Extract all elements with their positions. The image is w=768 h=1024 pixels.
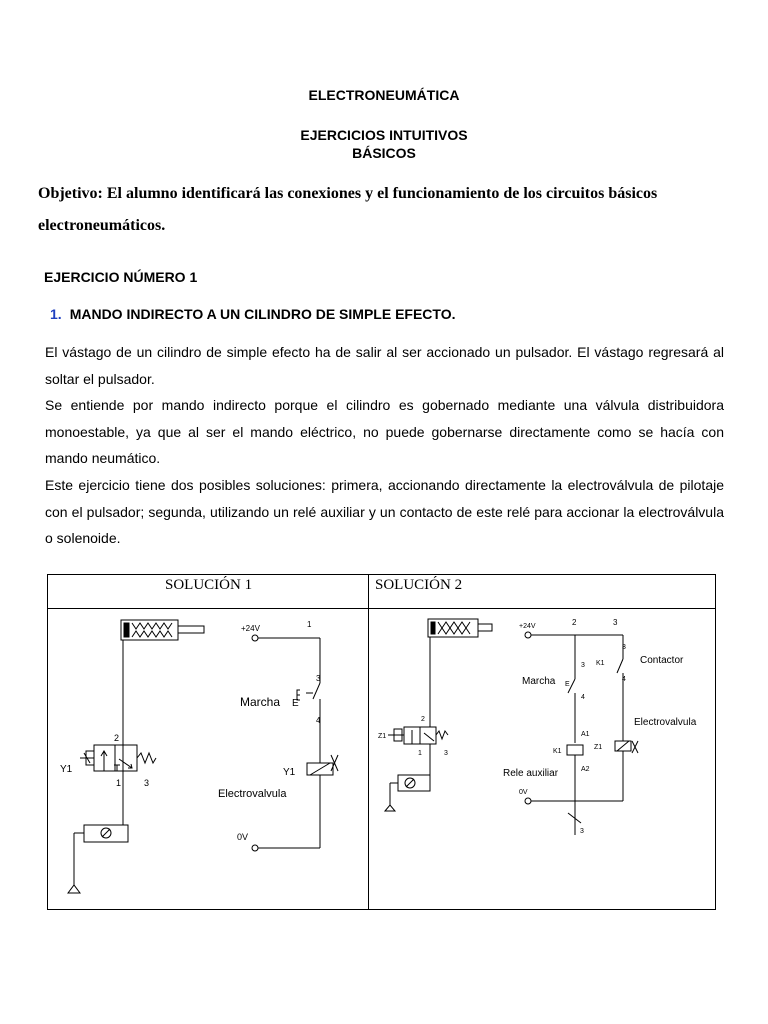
valve-name: Electrovalvula (634, 717, 697, 728)
node-2-label: 2 (572, 618, 577, 627)
single-acting-cylinder-2 (428, 619, 492, 637)
paragraph-1: El vástago de un cilindro de simple efecto ha de salir al ser accionado un pulsador. El vástago regresará al soltar el pulsador. (45, 344, 724, 387)
paragraph-3: Este ejercicio tiene dos posibles soluciones: primera, accionando directamente la electroválvula de pilotaje con el pulsador; segunda, utilizando un relé auxiliar y un contacto de este relé para accionar la electroválvula o solenoide. (45, 476, 724, 547)
button-label: Marcha (240, 695, 281, 709)
k1-out-label: 4 (622, 676, 626, 683)
marcha-in-label: 3 (581, 662, 585, 669)
air-service-unit-2 (385, 775, 430, 811)
document-subtitle (0, 126, 768, 162)
solutions-table (47, 574, 716, 910)
coil-name: Electrovalvula (218, 788, 287, 800)
a2-label: A2 (581, 766, 590, 773)
port-1-label: 1 (116, 778, 122, 788)
document-title: ELECTRONEUMÁTICA (308, 87, 460, 103)
section-title: MANDO INDIRECTO A UN CILINDRO DE SIMPLE EFECTO. (69, 306, 456, 322)
objective-text: Objetivo: El alumno identificará las conexiones y el funcionamiento de los circuitos básicos electroneumáticos. (38, 185, 658, 234)
ground-label-b: 0V (519, 789, 528, 796)
a1-label: A1 (581, 731, 590, 738)
valve-coil-label: Z1 (594, 744, 603, 751)
solenoid-label: Y1 (60, 764, 73, 775)
supply-label-b: +24V (519, 623, 536, 630)
solution-2-diagram (48, 575, 717, 909)
port-3-label-b: 3 (444, 750, 448, 757)
wire-1-label: 1 (307, 620, 312, 629)
supply-label: +24V (241, 624, 260, 633)
solenoid-valve-3-2-b (388, 720, 448, 775)
subtitle-line-2: BÁSICOS (352, 145, 416, 161)
contact-out-label: 4 (316, 716, 321, 725)
marcha-symbol: E (565, 681, 570, 688)
node-3-label: 3 (613, 618, 618, 627)
coil-label: Y1 (283, 767, 296, 778)
section-number: 1. (50, 306, 62, 322)
port-1-label-b: 1 (418, 750, 422, 757)
body-text (45, 339, 724, 552)
section-heading (50, 306, 455, 322)
subtitle-line-1: EJERCICIOS INTUITIVOS (300, 127, 468, 143)
paragraph-2: Se entiende por mando indirecto porque el cilindro es gobernado mediante una válvula distribuidora monoestable, ya que al ser el mando eléctrico, no puede gobernarse directamente como se hacía con mando neumático. (45, 397, 724, 467)
k1-in-label: 3 (622, 644, 626, 651)
port-3-label: 3 (144, 778, 150, 788)
solution-1-label: SOLUCIÓN 1 (165, 577, 253, 593)
button-symbol: E (292, 698, 299, 709)
marcha-label: Marcha (522, 676, 556, 687)
contactor-label: Contactor (640, 655, 684, 666)
port-2-label: 2 (114, 733, 120, 743)
k1-contact-label: K1 (596, 660, 605, 667)
contact-in-label: 3 (316, 674, 321, 683)
bottom-number-label: 3 (580, 828, 584, 835)
relay-name: Rele auxiliar (503, 768, 559, 779)
port-2-label-b: 2 (421, 716, 425, 723)
marcha-out-label: 4 (581, 694, 585, 701)
solenoid-label-b: Z1 (378, 733, 387, 740)
exercise-heading: EJERCICIO NÚMERO 1 (44, 269, 198, 285)
ground-label: 0V (237, 832, 249, 842)
relay-coil-label: K1 (553, 748, 562, 755)
solution-2-label: SOLUCIÓN 2 (375, 577, 463, 593)
